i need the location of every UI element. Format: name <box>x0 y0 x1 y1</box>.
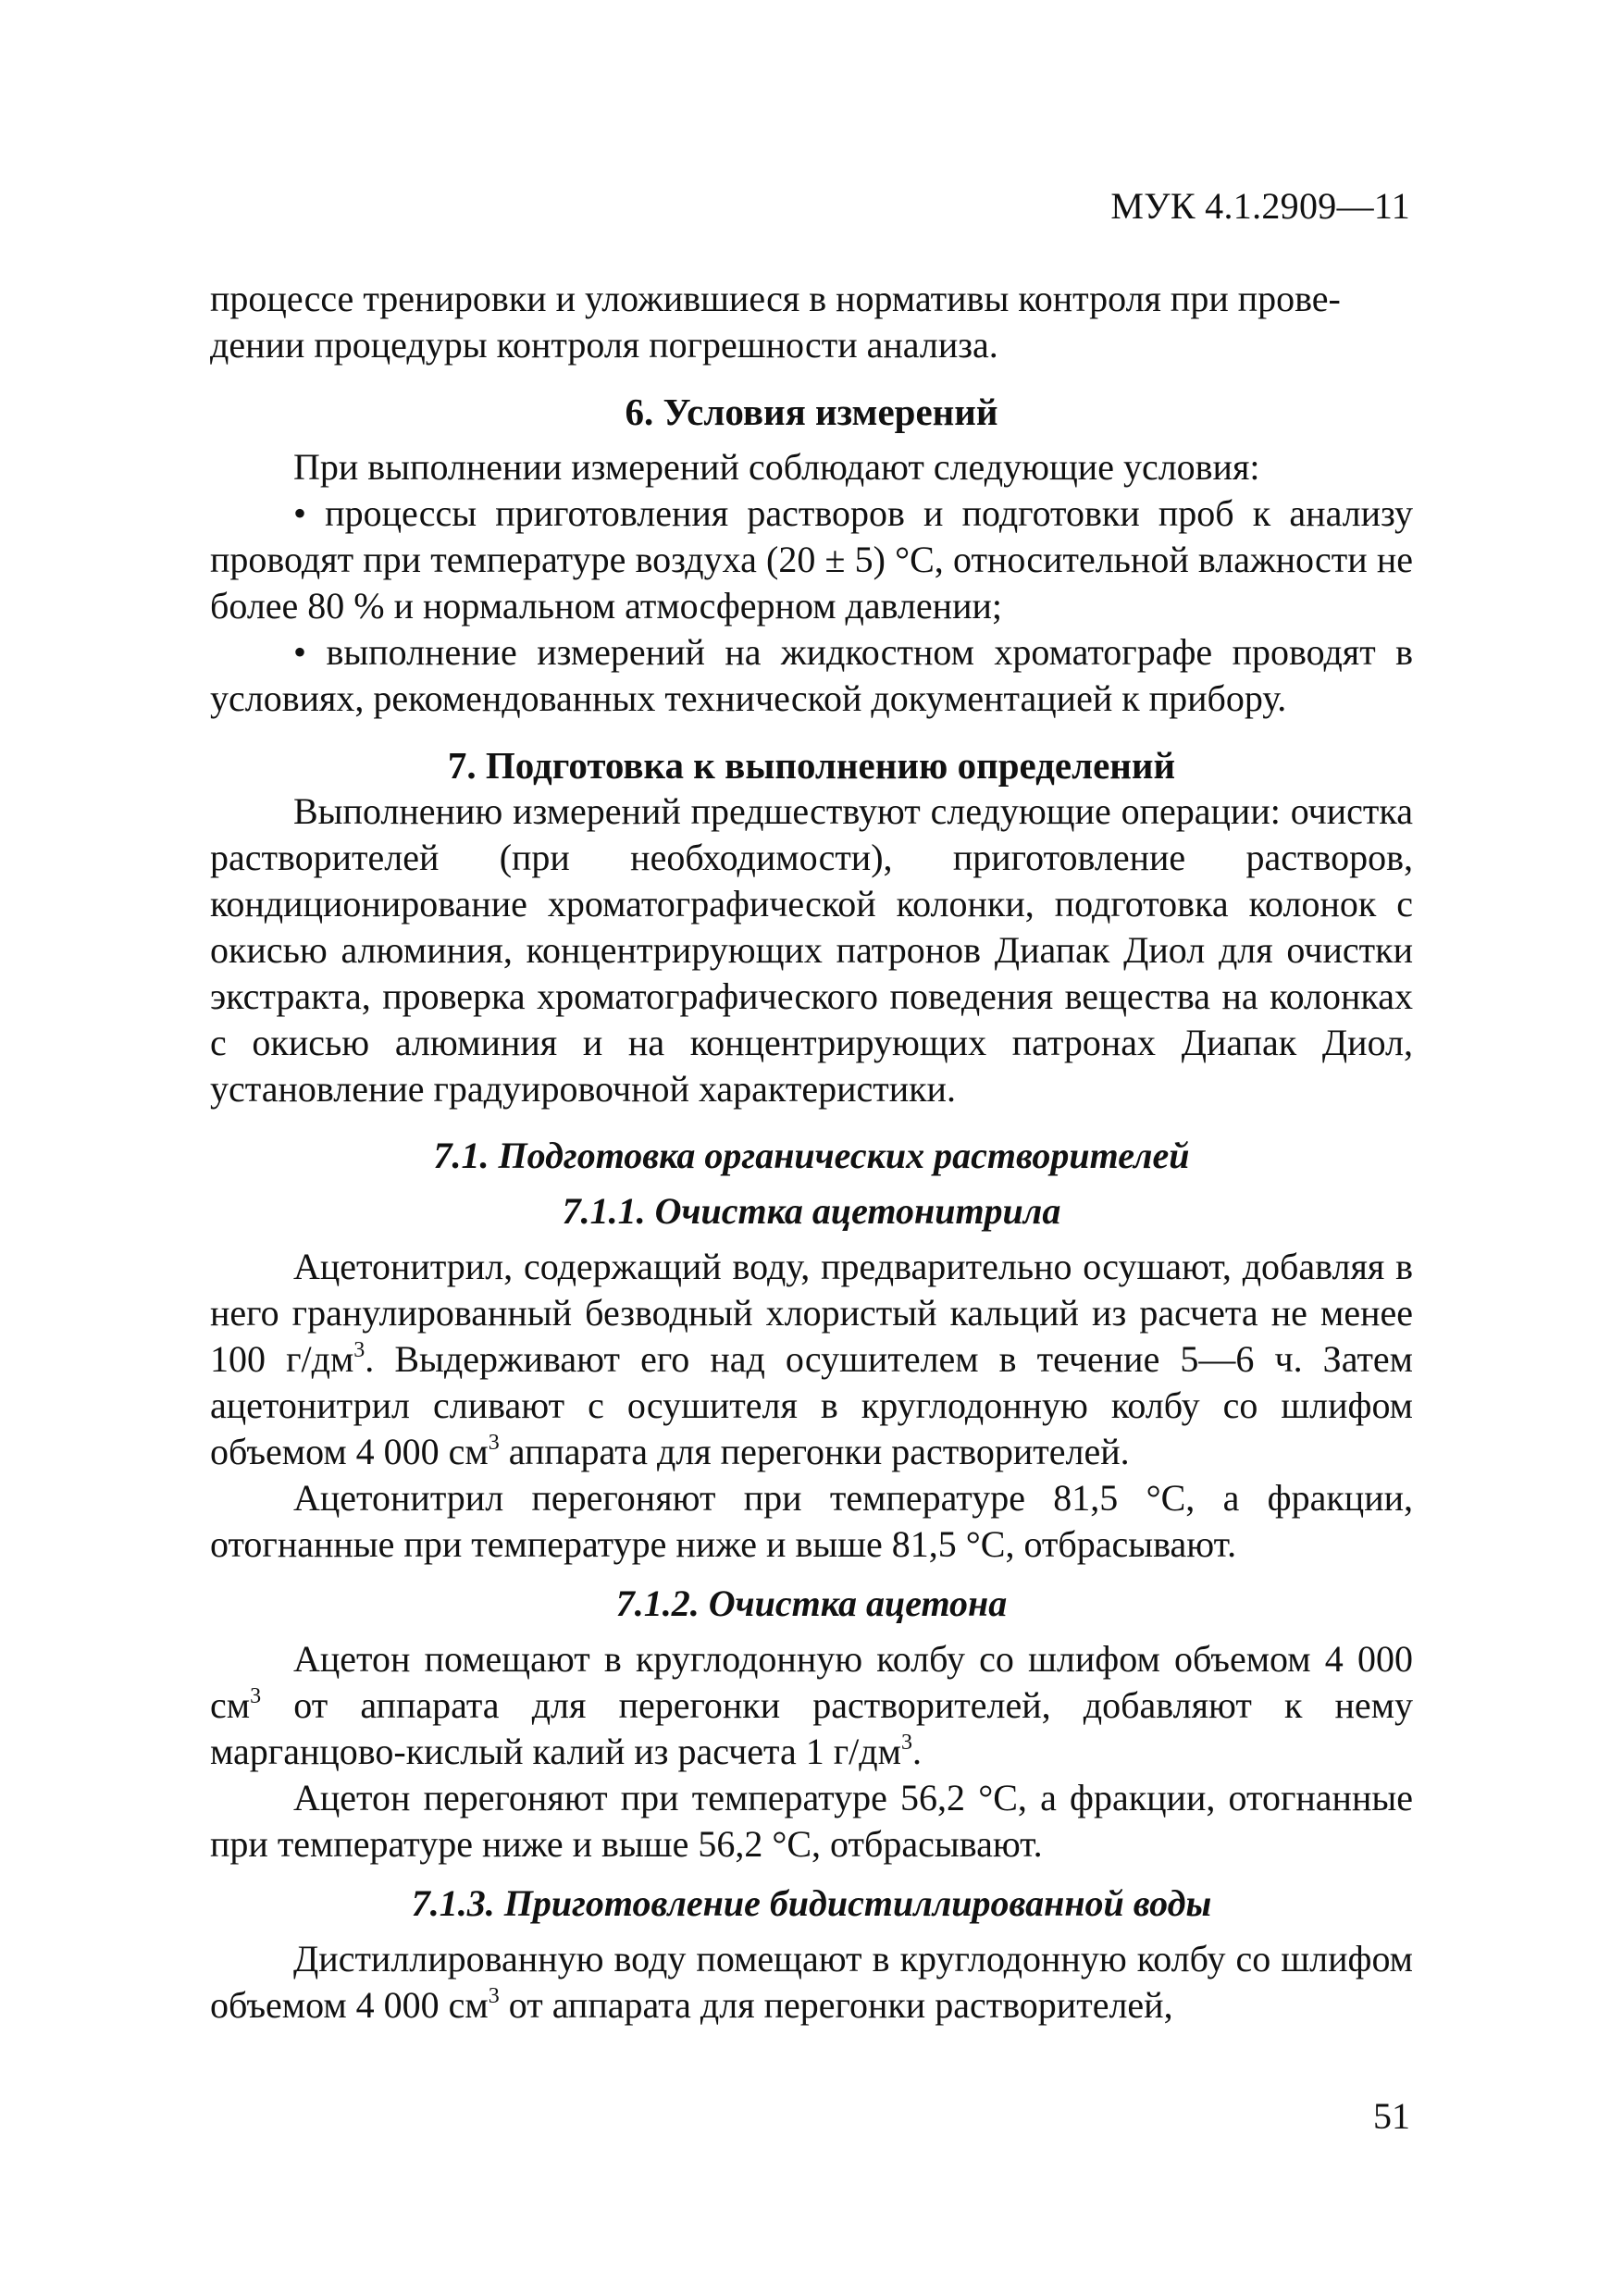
page-number: 51 <box>1373 2095 1410 2137</box>
section-7-intro: Выполнению измерений предшествуют следующие операции: очистка растворителей (при необходимости), приготовление растворов, кондиционирование хроматографической колонки, подготовка колонок с окисью алюминия, концентрирующих патронов Диапак Диол для очистки экстракта, проверка хроматографического поведения вещества на колонках с окисью алюминия и на концентрирующих патронах Диапак Диол, установление градуировочной характеристики. <box>210 790 1413 1110</box>
section-7-1-heading: 7.1. Подготовка органических растворителей <box>433 1135 1190 1176</box>
section-7-heading: 7. Подготовка к выполнению определений <box>447 744 1176 787</box>
section-7-1-2-heading: 7.1.2. Очистка ацетона <box>615 1582 1008 1624</box>
section-6-lead: При выполнении измерений соблюдают следующие условия: <box>293 446 1260 488</box>
intro-line-2: дении процедуры контроля погрешности анализа. <box>210 324 998 366</box>
section-6-bullet-2: • выполнение измерений на жидкостном хроматографе проводят в условиях, рекомендованных технической документацией к прибору. <box>210 631 1413 719</box>
document-code: МУК 4.1.2909—11 <box>1110 185 1410 227</box>
section-7-1-3-heading: 7.1.3. Приготовление бидистиллированной воды <box>411 1882 1212 1924</box>
section-7-1-1-heading: 7.1.1. Очистка ацетонитрила <box>562 1190 1061 1232</box>
section-6-heading: 6. Условия измерений <box>625 391 998 433</box>
page-content <box>210 276 1413 2029</box>
section-7-1-2-paragraph-2: Ацетон перегоняют при температуре 56,2 °С, а фракции, отогнанные при температуре ниже и выше 56,2 °С, отбрасывают. <box>210 1777 1413 1865</box>
section-7-1-1-paragraph-2: Ацетонитрил перегоняют при температуре 81,5 °С, а фракции, отогнанные при температуре ниже и выше 81,5 °С, отбрасывают. <box>210 1477 1413 1565</box>
section-6-bullet-1: • процессы приготовления растворов и подготовки проб к анализу проводят при температуре воздуха (20 ± 5) °С, относительной влажности не более 80 % и нормальном атмосферном давлении; <box>210 492 1413 627</box>
section-7-1-1-paragraph-1: Ацетонитрил, содержащий воду, предварительно осушают, добавляя в него гранулированный безводный хлористый кальций из расчета не менее 100 $г/дм^3$. Выдерживают его над осушителем в течение 5—6 ч. Затем ацетонитрил сливают с осушителя в круглодонную колбу со шлифом объемом 4 000 $см^3$ аппарата для перегонки растворителей. <box>210 1246 1413 1472</box>
section-7-1-2-paragraph-1: Ацетон помещают в круглодонную колбу со шлифом объемом 4 000 $см^3$ от аппарата для перегонки растворителей, добавляют к нему марганцово-кислый калий из расчета 1 $г/дм^3$. <box>210 1638 1413 1772</box>
section-7-1-3-paragraph-1: Дистиллированную воду помещают в круглодонную колбу со шлифом объемом 4 000 $см^3$ от аппарата для перегонки растворителей, <box>210 1938 1413 2026</box>
intro-line-1: процессе тренировки и уложившиеся в нормативы контроля при прове- <box>210 278 1341 319</box>
